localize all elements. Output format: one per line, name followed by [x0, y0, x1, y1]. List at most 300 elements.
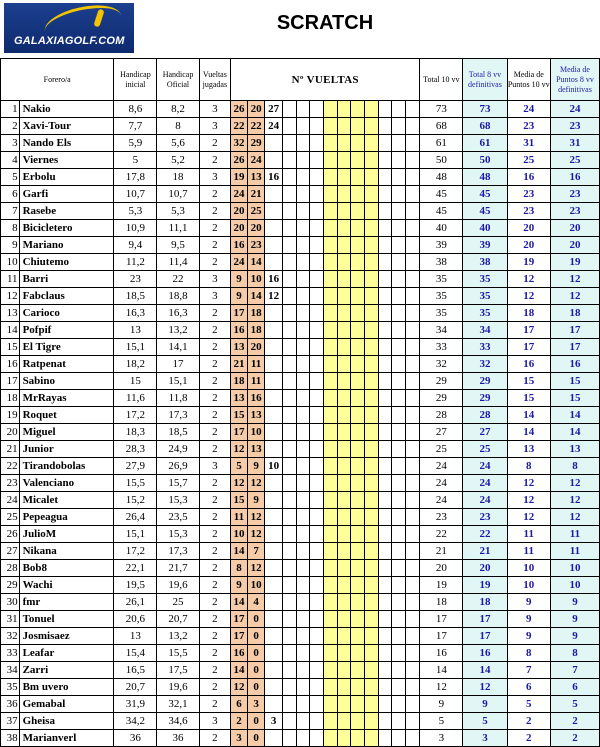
empty-round-cell [365, 339, 379, 356]
rank-cell: 34 [1, 662, 20, 679]
media8-cell: 23 [550, 118, 599, 135]
empty-round-cell [310, 611, 324, 628]
total8-cell: 48 [463, 169, 507, 186]
empty-round-cell [310, 390, 324, 407]
empty-round-cell [282, 458, 296, 475]
total8-cell: 45 [463, 203, 507, 220]
vueltas-cell: 2 [199, 305, 231, 322]
table-row [1, 577, 600, 594]
hcp-inicial-cell: 19,5 [114, 577, 157, 594]
player-name: Miguel [19, 424, 114, 441]
round-3-cell [265, 237, 283, 254]
player-name: Mariano [19, 237, 114, 254]
hcp-inicial-cell: 17,8 [114, 169, 157, 186]
empty-round-cell [324, 101, 338, 118]
empty-round-cell [392, 118, 406, 135]
round-3-cell [265, 730, 283, 747]
empty-round-cell [351, 441, 365, 458]
hcp-oficial-cell: 36 [157, 730, 199, 747]
player-name: Nando Els [19, 135, 114, 152]
player-name: El Tigre [19, 339, 114, 356]
round-2-cell: 0 [247, 628, 265, 645]
hcp-oficial-cell: 22 [157, 271, 199, 288]
round-2-cell: 0 [247, 713, 265, 730]
empty-round-cell [296, 237, 309, 254]
total8-cell: 20 [463, 560, 507, 577]
hcp-oficial-cell: 17,3 [157, 407, 199, 424]
total10-cell: 3 [420, 730, 463, 747]
empty-round-cell [324, 203, 338, 220]
player-name: Bicicletero [19, 220, 114, 237]
player-name: Tonuel [19, 611, 114, 628]
rank-cell: 20 [1, 424, 20, 441]
empty-round-cell [282, 152, 296, 169]
empty-round-cell [392, 475, 406, 492]
vueltas-cell: 2 [199, 237, 231, 254]
empty-round-cell [365, 458, 379, 475]
table-header-row [1, 59, 600, 101]
empty-round-cell [365, 373, 379, 390]
hcp-inicial-cell: 13 [114, 628, 157, 645]
empty-round-cell [338, 696, 351, 713]
empty-round-cell [296, 390, 309, 407]
empty-round-cell [351, 169, 365, 186]
empty-round-cell [296, 696, 309, 713]
header-total10: Total 10 vv [420, 59, 463, 101]
hcp-inicial-cell: 8,6 [114, 101, 157, 118]
empty-round-cell [392, 305, 406, 322]
total8-cell: 16 [463, 645, 507, 662]
media8-cell: 10 [550, 577, 599, 594]
rank-cell: 31 [1, 611, 20, 628]
hcp-inicial-cell: 16,3 [114, 305, 157, 322]
vueltas-cell: 2 [199, 560, 231, 577]
empty-round-cell [296, 339, 309, 356]
media10-cell: 5 [507, 696, 550, 713]
media8-cell: 12 [550, 492, 599, 509]
empty-round-cell [406, 305, 420, 322]
empty-round-cell [296, 611, 309, 628]
empty-round-cell [310, 305, 324, 322]
table-row [1, 560, 600, 577]
total10-cell: 45 [420, 203, 463, 220]
rank-cell: 36 [1, 696, 20, 713]
empty-round-cell [324, 696, 338, 713]
round-3-cell [265, 509, 283, 526]
empty-round-cell [296, 424, 309, 441]
table-row [1, 169, 600, 186]
empty-round-cell [392, 322, 406, 339]
round-3-cell [265, 645, 283, 662]
empty-round-cell [338, 152, 351, 169]
hcp-inicial-cell: 36 [114, 730, 157, 747]
empty-round-cell [324, 118, 338, 135]
empty-round-cell [392, 492, 406, 509]
total8-cell: 35 [463, 271, 507, 288]
hcp-oficial-cell: 32,1 [157, 696, 199, 713]
round-1-cell: 16 [231, 645, 248, 662]
empty-round-cell [365, 679, 379, 696]
header-hcp-oficial: Handicap Oficial [157, 59, 199, 101]
header-total8: Total 8 vv definitivas [463, 59, 507, 101]
player-name: Xavi-Tour [19, 118, 114, 135]
empty-round-cell [365, 271, 379, 288]
empty-round-cell [351, 237, 365, 254]
round-2-cell: 0 [247, 730, 265, 747]
empty-round-cell [282, 696, 296, 713]
hcp-oficial-cell: 26,9 [157, 458, 199, 475]
empty-round-cell [282, 373, 296, 390]
empty-round-cell [282, 543, 296, 560]
total8-cell: 50 [463, 152, 507, 169]
empty-round-cell [296, 407, 309, 424]
empty-round-cell [365, 526, 379, 543]
round-2-cell: 29 [247, 135, 265, 152]
round-1-cell: 16 [231, 322, 248, 339]
empty-round-cell [379, 475, 392, 492]
empty-round-cell [365, 135, 379, 152]
empty-round-cell [351, 101, 365, 118]
total8-cell: 21 [463, 543, 507, 560]
round-2-cell: 23 [247, 237, 265, 254]
empty-round-cell [392, 458, 406, 475]
empty-round-cell [392, 679, 406, 696]
round-1-cell: 2 [231, 713, 248, 730]
hcp-oficial-cell: 18 [157, 169, 199, 186]
media8-cell: 15 [550, 390, 599, 407]
rank-cell: 35 [1, 679, 20, 696]
empty-round-cell [392, 526, 406, 543]
empty-round-cell [296, 475, 309, 492]
empty-round-cell [282, 679, 296, 696]
empty-round-cell [338, 645, 351, 662]
total8-cell: 32 [463, 356, 507, 373]
empty-round-cell [296, 186, 309, 203]
empty-round-cell [310, 713, 324, 730]
empty-round-cell [365, 101, 379, 118]
rank-cell: 28 [1, 560, 20, 577]
hcp-inicial-cell: 10,7 [114, 186, 157, 203]
hcp-oficial-cell: 15,3 [157, 492, 199, 509]
empty-round-cell [310, 526, 324, 543]
empty-round-cell [324, 271, 338, 288]
hcp-oficial-cell: 13,2 [157, 628, 199, 645]
hcp-inicial-cell: 20,6 [114, 611, 157, 628]
empty-round-cell [379, 424, 392, 441]
empty-round-cell [351, 679, 365, 696]
vueltas-cell: 2 [199, 407, 231, 424]
empty-round-cell [365, 220, 379, 237]
empty-round-cell [406, 152, 420, 169]
empty-round-cell [338, 594, 351, 611]
empty-round-cell [310, 679, 324, 696]
player-name: Leafar [19, 645, 114, 662]
empty-round-cell [392, 203, 406, 220]
total8-cell: 18 [463, 594, 507, 611]
total8-cell: 3 [463, 730, 507, 747]
empty-round-cell [324, 254, 338, 271]
empty-round-cell [351, 407, 365, 424]
empty-round-cell [365, 645, 379, 662]
empty-round-cell [351, 271, 365, 288]
vueltas-cell: 3 [199, 271, 231, 288]
empty-round-cell [338, 254, 351, 271]
hcp-inicial-cell: 17,2 [114, 543, 157, 560]
round-3-cell [265, 441, 283, 458]
empty-round-cell [392, 373, 406, 390]
empty-round-cell [296, 577, 309, 594]
empty-round-cell [296, 679, 309, 696]
vueltas-cell: 2 [199, 611, 231, 628]
empty-round-cell [379, 339, 392, 356]
rank-cell: 37 [1, 713, 20, 730]
vueltas-cell: 3 [199, 713, 231, 730]
empty-round-cell [392, 611, 406, 628]
empty-round-cell [310, 135, 324, 152]
table-row [1, 458, 600, 475]
empty-round-cell [282, 577, 296, 594]
player-name: Tirandobolas [19, 458, 114, 475]
rank-cell: 1 [1, 101, 20, 118]
empty-round-cell [324, 492, 338, 509]
empty-round-cell [310, 662, 324, 679]
total8-cell: 40 [463, 220, 507, 237]
empty-round-cell [392, 237, 406, 254]
empty-round-cell [296, 662, 309, 679]
round-2-cell: 16 [247, 390, 265, 407]
empty-round-cell [379, 101, 392, 118]
table-row [1, 441, 600, 458]
empty-round-cell [406, 135, 420, 152]
empty-round-cell [379, 220, 392, 237]
empty-round-cell [392, 271, 406, 288]
media8-cell: 23 [550, 203, 599, 220]
round-3-cell [265, 662, 283, 679]
rank-cell: 16 [1, 356, 20, 373]
total10-cell: 38 [420, 254, 463, 271]
media10-cell: 16 [507, 169, 550, 186]
total8-cell: 19 [463, 577, 507, 594]
table-row [1, 339, 600, 356]
empty-round-cell [338, 356, 351, 373]
empty-round-cell [282, 288, 296, 305]
vueltas-cell: 2 [199, 390, 231, 407]
media10-cell: 17 [507, 339, 550, 356]
empty-round-cell [310, 101, 324, 118]
round-3-cell [265, 475, 283, 492]
empty-round-cell [392, 645, 406, 662]
round-3-cell [265, 305, 283, 322]
empty-round-cell [406, 288, 420, 305]
empty-round-cell [365, 424, 379, 441]
round-1-cell: 3 [231, 730, 248, 747]
round-1-cell: 17 [231, 305, 248, 322]
empty-round-cell [296, 730, 309, 747]
empty-round-cell [310, 543, 324, 560]
empty-round-cell [324, 152, 338, 169]
empty-round-cell [406, 475, 420, 492]
hcp-oficial-cell: 19,6 [157, 679, 199, 696]
empty-round-cell [406, 169, 420, 186]
vueltas-cell: 3 [199, 169, 231, 186]
round-1-cell: 16 [231, 237, 248, 254]
empty-round-cell [324, 526, 338, 543]
hcp-oficial-cell: 13,2 [157, 322, 199, 339]
empty-round-cell [351, 373, 365, 390]
empty-round-cell [282, 594, 296, 611]
media8-cell: 12 [550, 509, 599, 526]
total10-cell: 29 [420, 373, 463, 390]
empty-round-cell [392, 407, 406, 424]
media10-cell: 11 [507, 526, 550, 543]
media10-cell: 6 [507, 679, 550, 696]
empty-round-cell [282, 118, 296, 135]
hcp-inicial-cell: 16,5 [114, 662, 157, 679]
empty-round-cell [365, 475, 379, 492]
empty-round-cell [406, 696, 420, 713]
total10-cell: 61 [420, 135, 463, 152]
rank-cell: 11 [1, 271, 20, 288]
empty-round-cell [365, 288, 379, 305]
media8-cell: 18 [550, 305, 599, 322]
empty-round-cell [365, 118, 379, 135]
empty-round-cell [310, 288, 324, 305]
round-2-cell: 0 [247, 679, 265, 696]
empty-round-cell [365, 237, 379, 254]
rank-cell: 13 [1, 305, 20, 322]
total10-cell: 40 [420, 220, 463, 237]
round-3-cell [265, 577, 283, 594]
round-1-cell: 18 [231, 373, 248, 390]
empty-round-cell [338, 271, 351, 288]
total10-cell: 23 [420, 509, 463, 526]
empty-round-cell [351, 543, 365, 560]
table-row [1, 594, 600, 611]
table-row [1, 322, 600, 339]
empty-round-cell [351, 135, 365, 152]
round-1-cell: 9 [231, 288, 248, 305]
empty-round-cell [365, 713, 379, 730]
round-2-cell: 13 [247, 169, 265, 186]
vueltas-cell: 2 [199, 339, 231, 356]
empty-round-cell [392, 594, 406, 611]
empty-round-cell [365, 611, 379, 628]
round-3-cell [265, 356, 283, 373]
empty-round-cell [406, 271, 420, 288]
empty-round-cell [351, 118, 365, 135]
media10-cell: 12 [507, 475, 550, 492]
empty-round-cell [351, 339, 365, 356]
hcp-inicial-cell: 11,6 [114, 390, 157, 407]
rank-cell: 25 [1, 509, 20, 526]
media8-cell: 9 [550, 611, 599, 628]
empty-round-cell [310, 118, 324, 135]
media8-cell: 5 [550, 696, 599, 713]
hcp-oficial-cell: 5,3 [157, 203, 199, 220]
empty-round-cell [324, 560, 338, 577]
vueltas-cell: 2 [199, 322, 231, 339]
round-2-cell: 9 [247, 492, 265, 509]
hcp-oficial-cell: 11,8 [157, 390, 199, 407]
player-name: Nikana [19, 543, 114, 560]
empty-round-cell [351, 577, 365, 594]
round-2-cell: 7 [247, 543, 265, 560]
hcp-inicial-cell: 23 [114, 271, 157, 288]
empty-round-cell [324, 645, 338, 662]
empty-round-cell [406, 220, 420, 237]
empty-round-cell [338, 203, 351, 220]
table-row [1, 662, 600, 679]
empty-round-cell [338, 186, 351, 203]
table-row [1, 492, 600, 509]
empty-round-cell [365, 509, 379, 526]
media10-cell: 20 [507, 237, 550, 254]
media10-cell: 23 [507, 203, 550, 220]
media10-cell: 31 [507, 135, 550, 152]
empty-round-cell [310, 424, 324, 441]
vueltas-cell: 2 [199, 543, 231, 560]
round-3-cell: 12 [265, 288, 283, 305]
round-1-cell: 32 [231, 135, 248, 152]
rank-cell: 17 [1, 373, 20, 390]
rank-cell: 26 [1, 526, 20, 543]
media8-cell: 7 [550, 662, 599, 679]
empty-round-cell [324, 662, 338, 679]
empty-round-cell [324, 135, 338, 152]
empty-round-cell [338, 305, 351, 322]
empty-round-cell [296, 135, 309, 152]
media8-cell: 2 [550, 730, 599, 747]
total10-cell: 48 [420, 169, 463, 186]
empty-round-cell [296, 713, 309, 730]
round-3-cell [265, 135, 283, 152]
empty-round-cell [365, 577, 379, 594]
round-1-cell: 26 [231, 152, 248, 169]
player-name: Viernes [19, 152, 114, 169]
total10-cell: 27 [420, 424, 463, 441]
total8-cell: 33 [463, 339, 507, 356]
empty-round-cell [324, 458, 338, 475]
vueltas-cell: 2 [199, 135, 231, 152]
empty-round-cell [392, 424, 406, 441]
empty-round-cell [338, 611, 351, 628]
empty-round-cell [392, 101, 406, 118]
media10-cell: 10 [507, 577, 550, 594]
hcp-oficial-cell: 34,6 [157, 713, 199, 730]
empty-round-cell [351, 645, 365, 662]
media8-cell: 20 [550, 220, 599, 237]
hcp-oficial-cell: 15,3 [157, 526, 199, 543]
empty-round-cell [351, 305, 365, 322]
total10-cell: 17 [420, 628, 463, 645]
hcp-inicial-cell: 5 [114, 152, 157, 169]
total8-cell: 24 [463, 475, 507, 492]
round-1-cell: 12 [231, 475, 248, 492]
empty-round-cell [392, 356, 406, 373]
empty-round-cell [282, 322, 296, 339]
empty-round-cell [296, 594, 309, 611]
player-name: Roquet [19, 407, 114, 424]
empty-round-cell [379, 288, 392, 305]
rank-cell: 23 [1, 475, 20, 492]
empty-round-cell [338, 135, 351, 152]
table-row [1, 526, 600, 543]
empty-round-cell [282, 560, 296, 577]
total8-cell: 27 [463, 424, 507, 441]
player-name: Carioco [19, 305, 114, 322]
player-name: Rasebe [19, 203, 114, 220]
hcp-inicial-cell: 15,1 [114, 526, 157, 543]
